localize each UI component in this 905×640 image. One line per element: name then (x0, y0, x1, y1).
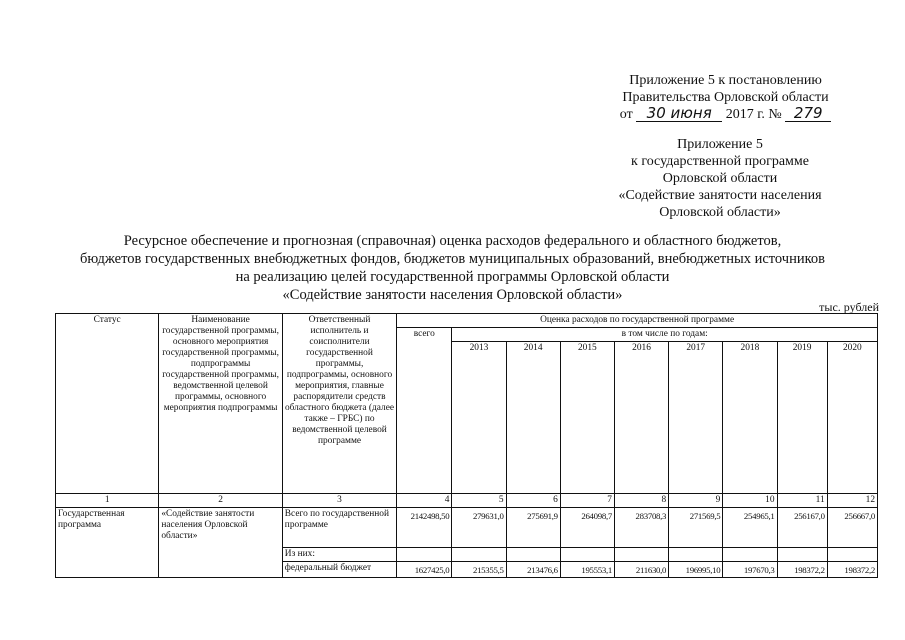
title-line: бюджетов государственных внебюджетных фондов, бюджетов муниципальных образований, внебюджетных источников (79, 251, 826, 267)
appendix-decree-line1: Приложение 5 к постановлению (629, 73, 822, 88)
row-value: 279631,0 (452, 508, 506, 548)
row-executor: Из них: (282, 548, 396, 562)
appendix-decree-line2: Правительства Орловской области (622, 90, 829, 105)
row-value: 283708,3 (614, 508, 668, 548)
column-number: 8 (614, 494, 668, 508)
column-number: 4 (397, 494, 452, 508)
header-year: 2015 (560, 342, 614, 494)
title-line: на реализацию целей государственной программы Орловской области (235, 269, 670, 285)
row-value (506, 548, 560, 562)
row-value: 254965,1 (723, 508, 777, 548)
appendix-program-block (590, 136, 850, 221)
from-label: от (619, 107, 633, 122)
document-title (55, 232, 850, 304)
row-value: 264098,7 (560, 508, 614, 548)
header-total: всего (397, 328, 452, 494)
column-number: 11 (777, 494, 827, 508)
header-row-1 (56, 314, 878, 328)
header-by-year: в том числе по годам: (452, 328, 878, 342)
row-value: 196995,10 (669, 562, 723, 578)
column-number: 3 (282, 494, 396, 508)
title-line: Ресурсное обеспечение и прогнозная (справочная) оценка расходов федерального и областного бюджетов, (123, 233, 782, 249)
appendix-program-line: Орловской области» (659, 205, 781, 220)
row-value: 2142498,50 (397, 508, 452, 548)
column-number: 5 (452, 494, 506, 508)
row-status: Государственная программа (56, 508, 159, 578)
row-value: 256167,0 (777, 508, 827, 548)
row-value: 198372,2 (777, 562, 827, 578)
row-executor: федеральный бюджет (282, 562, 396, 578)
header-year: 2014 (506, 342, 560, 494)
column-number: 6 (506, 494, 560, 508)
appendix-decree-block (588, 72, 863, 123)
header-executor: Ответственный исполнитель и соисполнители государственной программы, подпрограммы, основного мероприятия, главные распорядители средств областного бюджета (далее также – ГРБС) по ведомственной целевой программе (282, 314, 396, 494)
handwritten-date: 30 июня (636, 106, 722, 122)
header-year: 2016 (614, 342, 668, 494)
header-year: 2018 (723, 342, 777, 494)
appendix-program-line: Орловской области (662, 171, 778, 186)
row-value: 1627425,0 (397, 562, 452, 578)
header-year: 2013 (452, 342, 506, 494)
row-value (452, 548, 506, 562)
row-value (723, 548, 777, 562)
unit-label: тыс. рублей (819, 300, 879, 314)
column-number: 2 (159, 494, 282, 508)
column-number: 10 (723, 494, 777, 508)
header-estimate: Оценка расходов по государственной программе (397, 314, 878, 328)
title-line: «Содействие занятости населения Орловской области» (282, 287, 623, 303)
row-value: 271569,5 (669, 508, 723, 548)
column-number: 1 (56, 494, 159, 508)
row-value: 275691,9 (506, 508, 560, 548)
row-executor: Всего по государственной программе (282, 508, 396, 548)
column-number: 7 (560, 494, 614, 508)
row-value: 197670,3 (723, 562, 777, 578)
row-value: 213476,6 (506, 562, 560, 578)
handwritten-number: 279 (785, 106, 831, 122)
year-label: 2017 г. № (725, 107, 782, 122)
column-number: 9 (669, 494, 723, 508)
row-value (614, 548, 668, 562)
row-value (397, 548, 452, 562)
row-name: «Содействие занятости населения Орловской области» (159, 508, 282, 578)
row-value: 215355,5 (452, 562, 506, 578)
appendix-program-line: «Содействие занятости населения (618, 188, 822, 203)
row-value: 256667,0 (827, 508, 877, 548)
header-name: Наименование государственной программы, основного мероприятия государственной программы, подпрограммы государственной программы, ведомственной целевой программы, основного мероприятия подпрограммы (159, 314, 282, 494)
appendix-program-line: к государственной программе (631, 154, 809, 169)
header-status: Статус (56, 314, 159, 494)
column-number-row (56, 494, 878, 508)
row-value: 195553,1 (560, 562, 614, 578)
header-year: 2019 (777, 342, 827, 494)
appendix-decree-date-line (588, 106, 863, 123)
row-value (669, 548, 723, 562)
header-year: 2017 (669, 342, 723, 494)
resource-table (55, 313, 878, 578)
row-value (777, 548, 827, 562)
row-value (560, 548, 614, 562)
column-number: 12 (827, 494, 877, 508)
header-year: 2020 (827, 342, 877, 494)
row-value: 198372,2 (827, 562, 877, 578)
appendix-program-line: Приложение 5 (677, 137, 763, 152)
row-value: 211630,0 (614, 562, 668, 578)
table-row (56, 508, 878, 548)
row-value (827, 548, 877, 562)
